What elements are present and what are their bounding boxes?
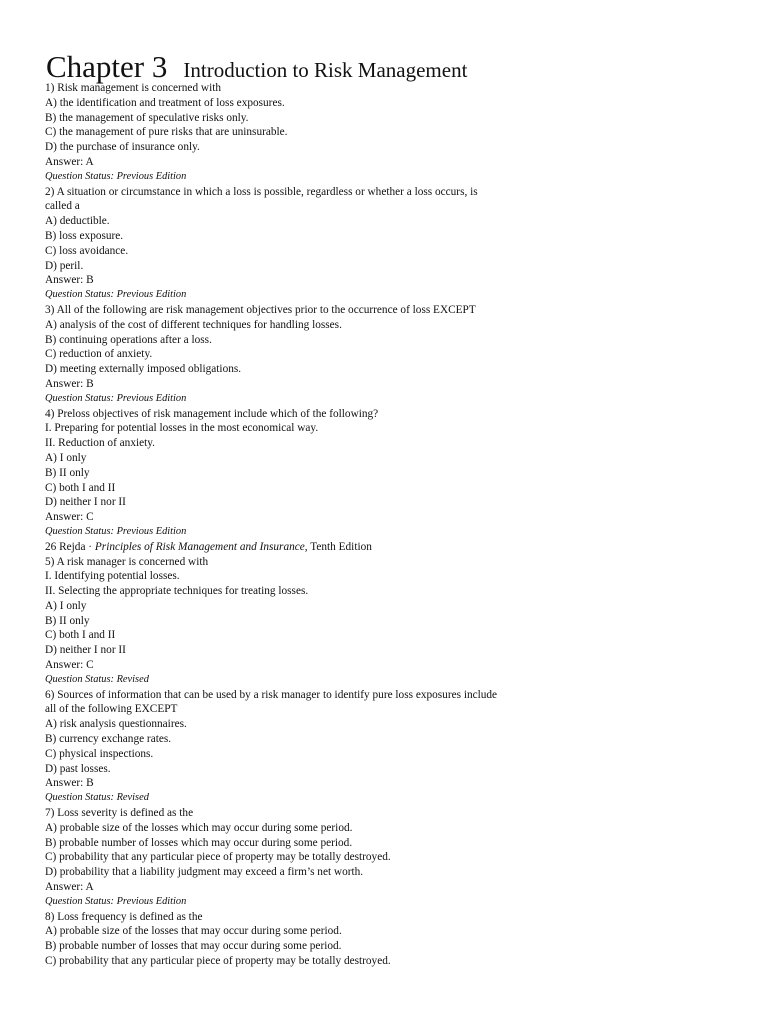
answer-option: B) probable number of losses which may occur during some period. bbox=[45, 836, 353, 849]
answer-option: C) loss avoidance. bbox=[45, 244, 129, 257]
question-status: Question Status: Previous Edition bbox=[45, 392, 187, 404]
chapter-number: Chapter 3 bbox=[46, 49, 168, 84]
answer-option: C) the management of pure risks that are uninsurable. bbox=[45, 126, 288, 139]
footer-prefix: 26 Rejda · bbox=[45, 540, 95, 553]
book-title: Principles of Risk Management and Insurance bbox=[94, 540, 305, 553]
answer-option: B) currency exchange rates. bbox=[45, 733, 172, 746]
answer-option: D) peril. bbox=[45, 259, 84, 272]
answer-option: C) both I and II bbox=[45, 481, 116, 494]
answer-option: D) neither I nor II bbox=[45, 496, 126, 509]
answer-option: A) I only bbox=[45, 451, 87, 464]
answer-option: C) physical inspections. bbox=[45, 747, 154, 760]
answer-key: Answer: B bbox=[45, 274, 94, 287]
question-status: Question Status: Revised bbox=[45, 792, 149, 804]
chapter-title: Introduction to Risk Management bbox=[183, 58, 468, 82]
answer-key: Answer: B bbox=[45, 777, 94, 790]
question-line: called a bbox=[45, 200, 80, 213]
answer-option: A) I only bbox=[45, 599, 87, 612]
answer-option: A) deductible. bbox=[45, 215, 110, 228]
page-footer-line bbox=[45, 540, 555, 555]
answer-option: B) probable number of losses that may occur during some period. bbox=[45, 940, 342, 953]
question-status: Question Status: Previous Edition bbox=[45, 895, 187, 907]
question-list bbox=[45, 81, 555, 969]
answer-option: D) neither I nor II bbox=[45, 644, 126, 657]
question-line: I. Identifying potential losses. bbox=[45, 570, 180, 583]
answer-option: A) risk analysis questionnaires. bbox=[45, 718, 187, 731]
question-line: 8) Loss frequency is defined as the bbox=[45, 910, 203, 923]
answer-key: Answer: B bbox=[45, 377, 94, 390]
answer-option: D) probability that a liability judgment may exceed a firm’s net worth. bbox=[45, 866, 364, 879]
question-line: 4) Preloss objectives of risk management include which of the following? bbox=[45, 407, 379, 420]
answer-key: Answer: A bbox=[45, 881, 94, 894]
answer-option: D) the purchase of insurance only. bbox=[45, 141, 200, 154]
answer-option: B) II only bbox=[45, 466, 90, 479]
question-line: 5) A risk manager is concerned with bbox=[45, 555, 209, 568]
edition-suffix: , Tenth Edition bbox=[304, 540, 372, 553]
answer-option: A) analysis of the cost of different techniques for handling losses. bbox=[45, 318, 342, 331]
answer-option: A) the identification and treatment of loss exposures. bbox=[45, 96, 285, 109]
answer-option: B) the management of speculative risks only. bbox=[45, 111, 249, 124]
question-status: Question Status: Previous Edition bbox=[45, 289, 187, 301]
answer-key: Answer: A bbox=[45, 155, 94, 168]
answer-option: C) probability that any particular piece of property may be totally destroyed. bbox=[45, 955, 391, 968]
answer-option: D) meeting externally imposed obligations. bbox=[45, 363, 242, 376]
answer-option: C) both I and II bbox=[45, 629, 116, 642]
question-line: II. Reduction of anxiety. bbox=[45, 437, 156, 450]
answer-key: Answer: C bbox=[45, 511, 94, 524]
question-line: 3) All of the following are risk management objectives prior to the occurrence of loss EXCEPT bbox=[45, 303, 476, 316]
answer-option: B) II only bbox=[45, 614, 90, 627]
answer-option: A) probable size of the losses that may occur during some period. bbox=[45, 925, 342, 938]
question-line: I. Preparing for potential losses in the most economical way. bbox=[45, 422, 319, 435]
question-status: Question Status: Previous Edition bbox=[45, 525, 187, 537]
answer-option: C) reduction of anxiety. bbox=[45, 348, 153, 361]
answer-option: D) past losses. bbox=[45, 762, 111, 775]
question-line: II. Selecting the appropriate techniques for treating losses. bbox=[45, 585, 309, 598]
question-line: all of the following EXCEPT bbox=[45, 703, 178, 716]
question-line: 7) Loss severity is defined as the bbox=[45, 807, 194, 820]
answer-option: A) probable size of the losses which may occur during some period. bbox=[45, 821, 353, 834]
answer-key: Answer: C bbox=[45, 659, 94, 672]
answer-option: C) probability that any particular piece of property may be totally destroyed. bbox=[45, 851, 391, 864]
question-line: 1) Risk management is concerned with bbox=[45, 82, 221, 94]
answer-option: B) loss exposure. bbox=[45, 229, 124, 242]
question-status: Question Status: Revised bbox=[45, 673, 149, 685]
question-line: 6) Sources of information that can be used by a risk manager to identify pure loss exposures include bbox=[45, 688, 498, 701]
answer-option: B) continuing operations after a loss. bbox=[45, 333, 212, 346]
question-line: 2) A situation or circumstance in which a loss is possible, regardless or whether a loss occurs, is bbox=[45, 185, 478, 198]
question-status: Question Status: Previous Edition bbox=[45, 170, 187, 182]
